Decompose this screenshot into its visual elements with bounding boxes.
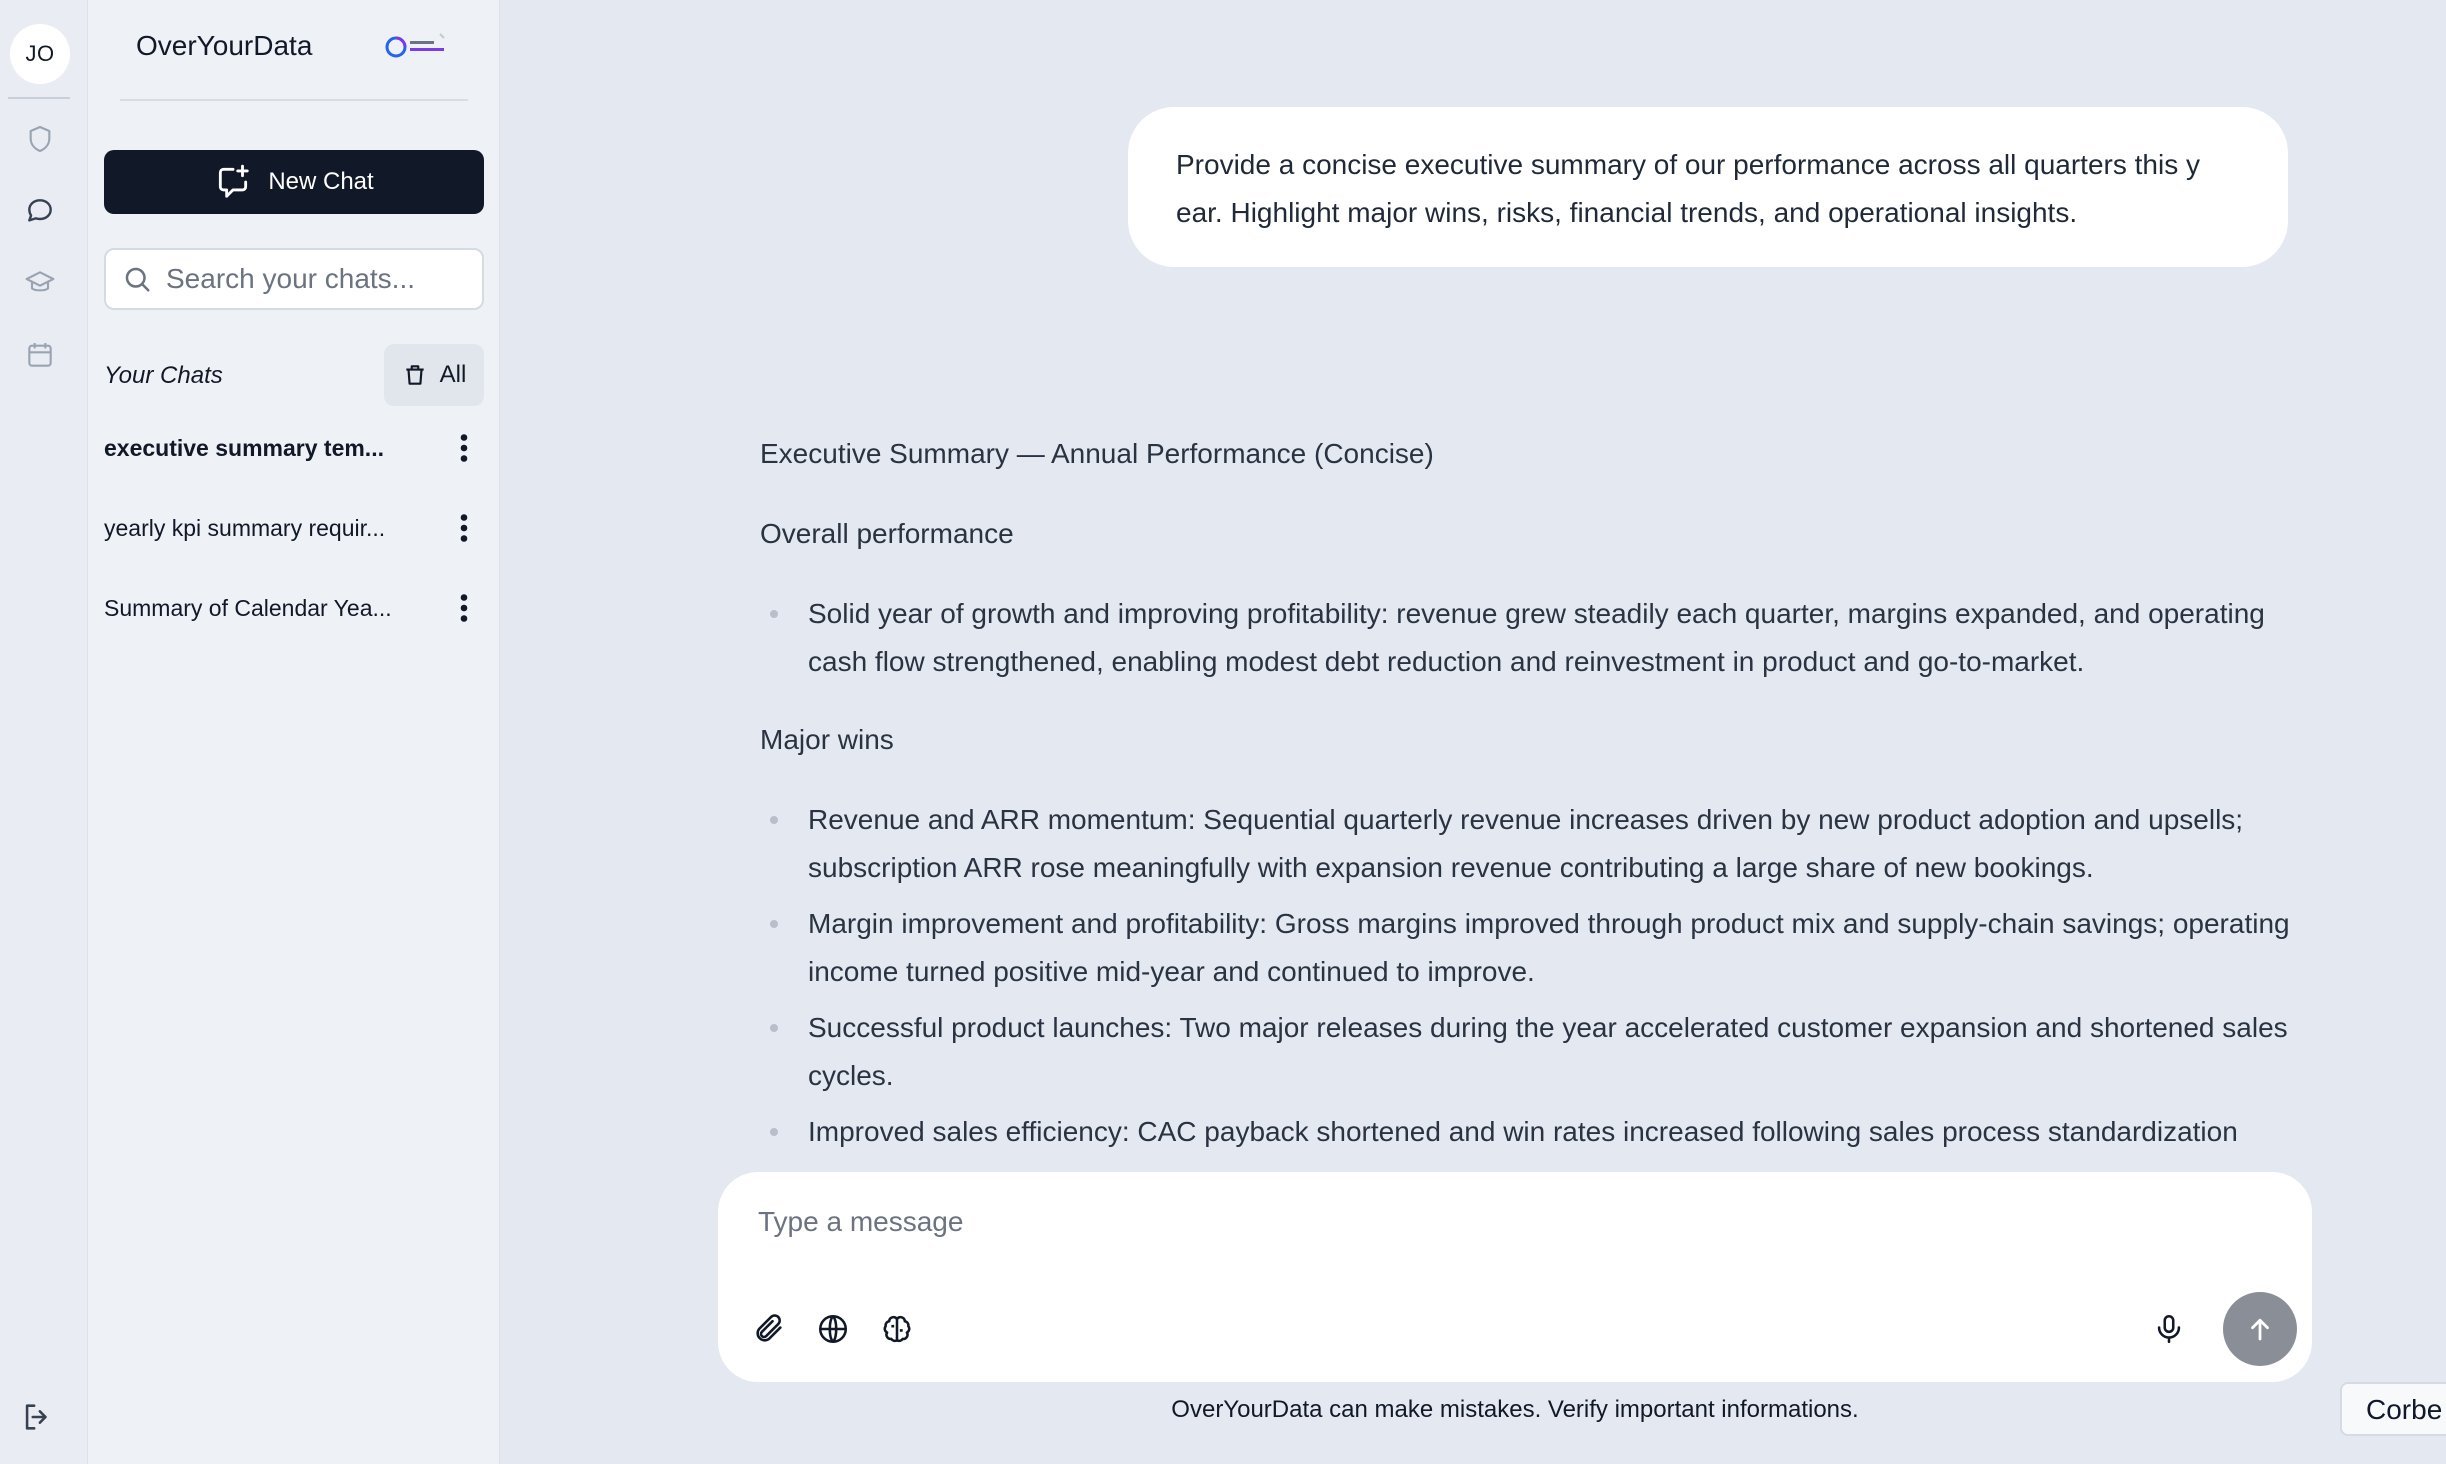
trash-icon [402,362,428,388]
more-options-icon[interactable] [446,428,482,468]
microphone-icon[interactable] [2146,1306,2192,1352]
bullet-item: Margin improvement and profitability: Gross margins improved through product mix and supply-chain savings; operating income turned positive mid-year and continued to improve. [760,900,2300,996]
paperclip-icon[interactable] [746,1306,792,1352]
chat-title: yearly kpi summary requir... [104,514,386,541]
section-title: Overall performance [760,518,1014,549]
all-label: All [439,361,467,388]
overyourdata-logo-icon [384,30,448,64]
chat-search-box[interactable] [104,248,484,310]
message-input[interactable] [758,1206,2238,1266]
assistant-response [760,430,2300,1170]
chat-title: Summary of Calendar Yea... [104,594,392,621]
bullet-item: Improved sales efficiency: CAC payback shortened and win rates increased following sales process standardization [760,1108,2300,1156]
brand-title: OverYourData [136,30,313,61]
chat-list-item[interactable] [104,420,484,476]
search-input[interactable] [166,263,466,295]
bullet-item: Successful product launches: Two major releases during the year accelerated customer expansion and shortened sales cycles. [760,1004,2300,1100]
response-heading: Executive Summary — Annual Performance (Concise) [760,438,1434,469]
bullet-list [760,590,2300,686]
chat-list-item[interactable] [104,580,484,636]
new-chat-button[interactable] [104,150,484,214]
more-options-icon[interactable] [446,588,482,628]
avatar[interactable]: JO [10,24,70,84]
graduation-cap-icon[interactable] [20,263,60,303]
chat-list-item[interactable] [104,500,484,556]
calendar-icon[interactable] [20,335,60,375]
search-icon [122,264,152,294]
message-composer [718,1172,2312,1382]
icon-rail [0,0,88,1464]
rail-divider [8,97,70,99]
your-chats-heading: Your Chats [104,362,223,389]
user-message-bubble: Provide a concise executive summary of our performance across all quarters this y ear. Highlight major wins, risks, financial trends, and operational insights. [1128,107,2288,267]
chat-title: executive summary tem... [104,434,384,461]
new-chat-label: New Chat [268,168,374,195]
disclaimer-text: OverYourData can make mistakes. Verify important informations. [1171,1396,1859,1423]
shield-icon[interactable] [20,119,60,159]
sidebar [88,0,500,1464]
brain-icon[interactable] [874,1306,920,1352]
globe-icon[interactable] [810,1306,856,1352]
delete-all-chats-button[interactable] [384,344,484,406]
arrow-up-icon [2245,1314,2275,1344]
more-options-icon[interactable] [446,508,482,548]
brand-divider [120,99,468,101]
tooltip: Corbe [2340,1382,2446,1436]
chat-bubble-icon[interactable] [20,191,60,231]
bullet-list [760,796,2300,1156]
send-button[interactable] [2223,1292,2297,1366]
section-title: Major wins [760,724,894,755]
logout-icon[interactable] [20,1400,60,1440]
bullet-item: Solid year of growth and improving profitability: revenue grew steadily each quarter, margins expanded, and operating cash flow strengthened, enabling modest debt reduction and reinvestment in product and go-to-market. [760,590,2300,686]
bullet-item: Revenue and ARR momentum: Sequential quarterly revenue increases driven by new product adoption and upsells; subscription ARR rose meaningfully with expansion revenue contributing a large share of new bookings. [760,796,2300,892]
new-chat-icon [214,163,252,201]
